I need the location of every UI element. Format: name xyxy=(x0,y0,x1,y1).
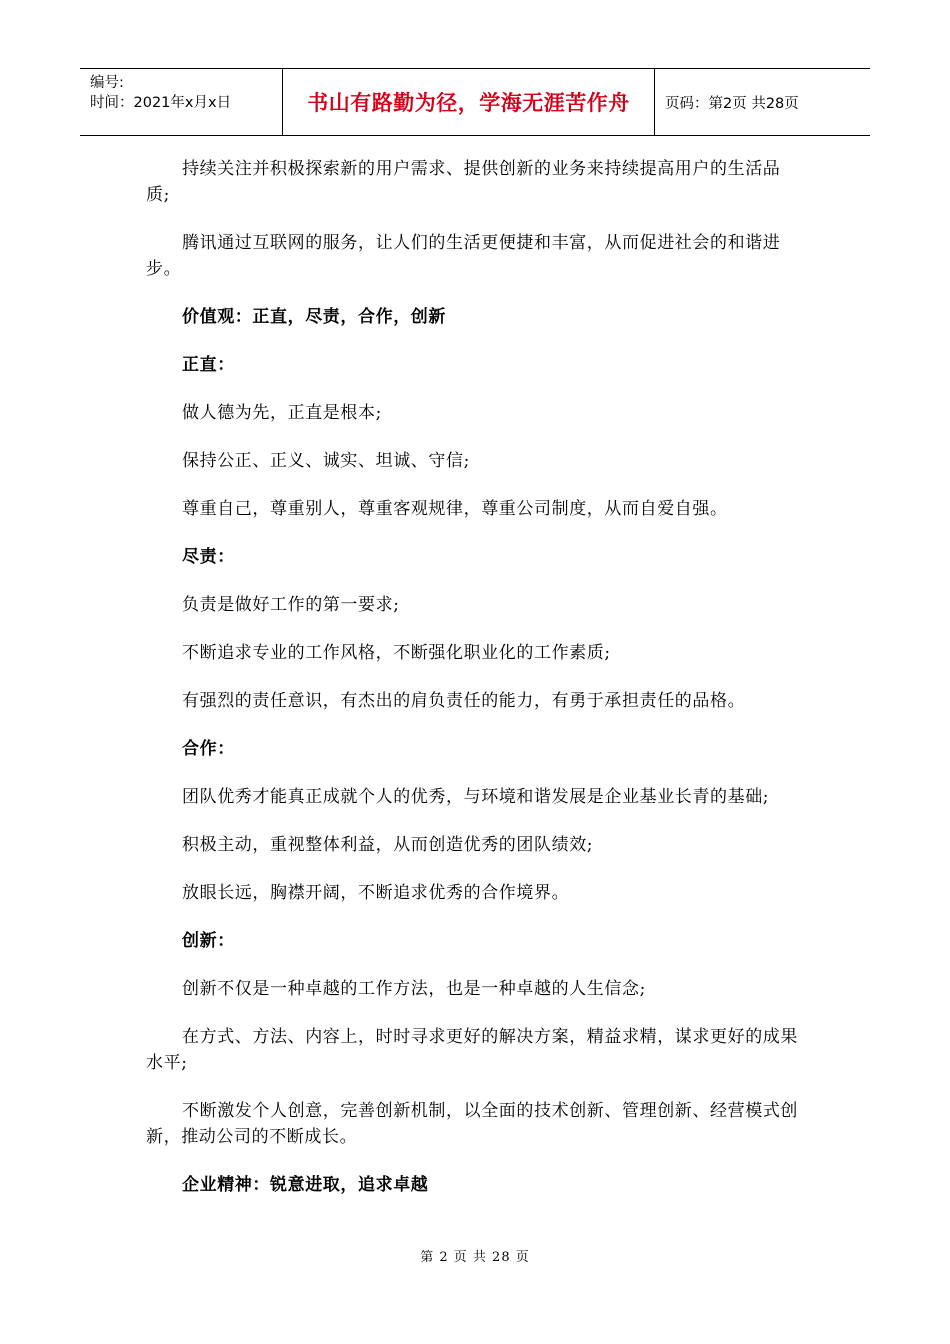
body-paragraph: 积极主动，重视整体利益，从而创造优秀的团队绩效; xyxy=(182,835,594,855)
body-paragraph: 保持公正、正义、诚实、坦诚、守信; xyxy=(182,451,470,471)
time-label: 时间：2021年x月x日 xyxy=(90,95,232,111)
body-paragraph: 持续关注并积极探索新的用户需求、提供创新的业务来持续提高用户的生活品质; xyxy=(146,159,781,205)
motto-text: 书山有路勤为径，学海无涯苦作舟 xyxy=(307,91,630,115)
header-motto-cell xyxy=(282,69,655,135)
page-footer: 第 2 页 共 28 页 xyxy=(420,1250,530,1265)
body-paragraph: 放眼长远，胸襟开阔，不断追求优秀的合作境界。 xyxy=(182,883,570,903)
header-page-info-cell xyxy=(655,69,870,135)
body-paragraph: 团队优秀才能真正成就个人的优秀，与环境和谐发展是企业基业长青的基础; xyxy=(182,787,770,807)
body-paragraph: 负责是做好工作的第一要求; xyxy=(182,595,400,615)
body-paragraph: 有强烈的责任意识，有杰出的肩负责任的能力，有勇于承担责任的品格。 xyxy=(182,691,746,711)
page-info: 页码：第2页 共28页 xyxy=(665,95,799,112)
section-heading: 企业精神：锐意进取，追求卓越 xyxy=(182,1175,429,1195)
body-paragraph: 尊重自己，尊重别人，尊重客观规律，尊重公司制度，从而自爱自强。 xyxy=(182,499,728,519)
body-paragraph: 腾讯通过互联网的服务，让人们的生活更便捷和丰富，从而促进社会的和谐进步。 xyxy=(146,233,781,279)
body-paragraph: 创新不仅是一种卓越的工作方法，也是一种卓越的人生信念; xyxy=(182,979,646,999)
document-header xyxy=(80,68,870,136)
body-paragraph: 不断追求专业的工作风格，不断强化职业化的工作素质; xyxy=(182,643,611,663)
section-heading: 价值观：正直，尽责，合作，创新 xyxy=(182,307,446,327)
number-label: 编号: xyxy=(90,75,124,91)
section-heading: 尽责： xyxy=(182,547,235,567)
section-heading: 正直： xyxy=(182,355,235,375)
body-paragraph: 做人德为先，正直是根本; xyxy=(182,403,382,423)
section-heading: 合作： xyxy=(182,739,235,759)
section-heading: 创新： xyxy=(182,931,235,951)
body-paragraph: 在方式、方法、内容上，时时寻求更好的解决方案，精益求精，谋求更好的成果水平; xyxy=(146,1027,798,1073)
header-meta xyxy=(80,69,282,135)
document-body xyxy=(146,156,798,1220)
body-paragraph: 不断激发个人创意，完善创新机制，以全面的技术创新、管理创新、经营模式创新，推动公司的不断成长。 xyxy=(146,1101,798,1147)
